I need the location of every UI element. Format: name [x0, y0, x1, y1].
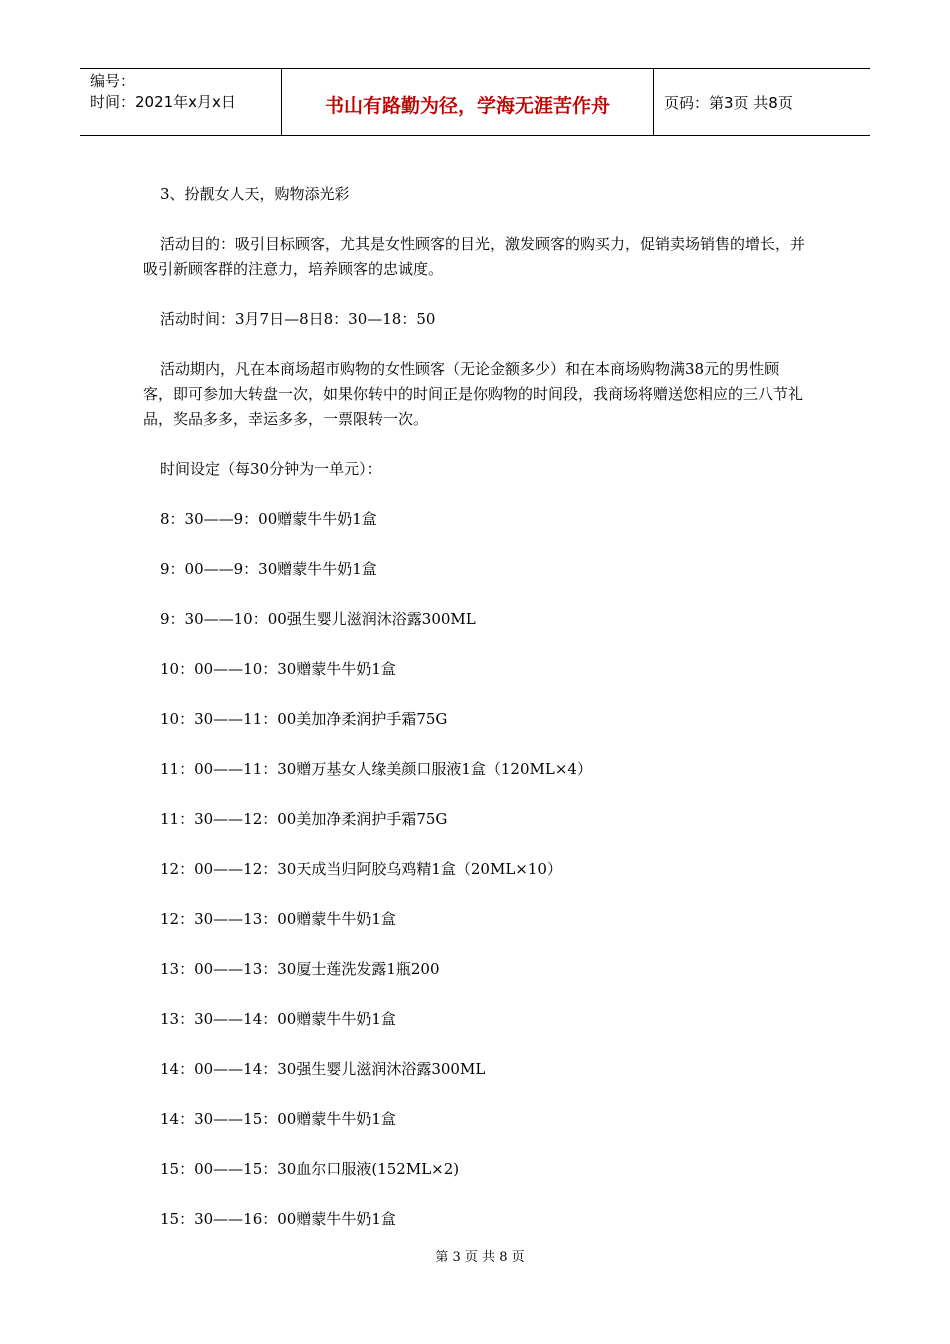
schedule-item: 10：00——10：30赠蒙牛牛奶1盒	[160, 660, 396, 678]
page-header	[80, 68, 870, 136]
document-body	[143, 182, 808, 1257]
schedule-item: 15：30——16：00赠蒙牛牛奶1盒	[160, 1210, 396, 1228]
activity-purpose: 活动目的：吸引目标顾客，尤其是女性顾客的目光，激发顾客的购买力，促销卖场销售的增长，并吸引新顾客群的注意力，培养顾客的忠诚度。	[143, 235, 806, 278]
header-meta	[80, 69, 282, 135]
schedule-item: 8：30——9：00赠蒙牛牛奶1盒	[160, 510, 377, 528]
header-page-label: 页码：第3页 共8页	[664, 93, 793, 112]
schedule-item: 12：30——13：00赠蒙牛牛奶1盒	[160, 910, 396, 928]
header-number-label: 编号：	[90, 72, 136, 90]
header-time-label: 时间：2021年x月x日	[90, 93, 236, 111]
time-setting-heading: 时间设定（每30分钟为一单元）：	[160, 460, 382, 478]
schedule-item: 10：30——11：00美加净柔润护手霜75G	[160, 710, 448, 728]
schedule-item: 9：00——9：30赠蒙牛牛奶1盒	[160, 560, 377, 578]
section-heading: 3、扮靓女人天，购物添光彩	[160, 185, 350, 203]
schedule-item: 11：00——11：30赠万基女人缘美颜口服液1盒（120ML×4）	[160, 760, 592, 778]
schedule-item: 12：00——12：30天成当归阿胶乌鸡精1盒（20ML×10）	[160, 860, 562, 878]
page-footer: 第 3 页 共 8 页	[435, 1250, 525, 1265]
schedule-item: 14：30——15：00赠蒙牛牛奶1盒	[160, 1110, 396, 1128]
schedule-item: 13：30——14：00赠蒙牛牛奶1盒	[160, 1010, 396, 1028]
schedule-item: 15：00——15：30血尔口服液(152ML×2)	[160, 1160, 460, 1178]
schedule-list	[143, 507, 808, 1232]
schedule-item: 14：00——14：30强生婴儿滋润沐浴露300ML	[160, 1060, 486, 1078]
schedule-item: 13：00——13：30厦士莲洗发露1瓶200	[160, 960, 440, 978]
schedule-item: 9：30——10：00强生婴儿滋润沐浴露300ML	[160, 610, 476, 628]
header-motto: 书山有路勤为径，学海无涯苦作舟	[282, 69, 654, 135]
activity-description: 活动期内，凡在本商场超市购物的女性顾客（无论金额多少）和在本商场购物满38元的男性顾客，即可参加大转盘一次，如果你转中的时间正是你购物的时间段，我商场将赠送您相应的三八节礼品，奖品多多，幸运多多，一票限转一次。	[143, 360, 804, 428]
schedule-item: 11：30——12：00美加净柔润护手霜75G	[160, 810, 448, 828]
activity-time: 活动时间：3月7日—8日8：30—18：50	[160, 310, 436, 328]
